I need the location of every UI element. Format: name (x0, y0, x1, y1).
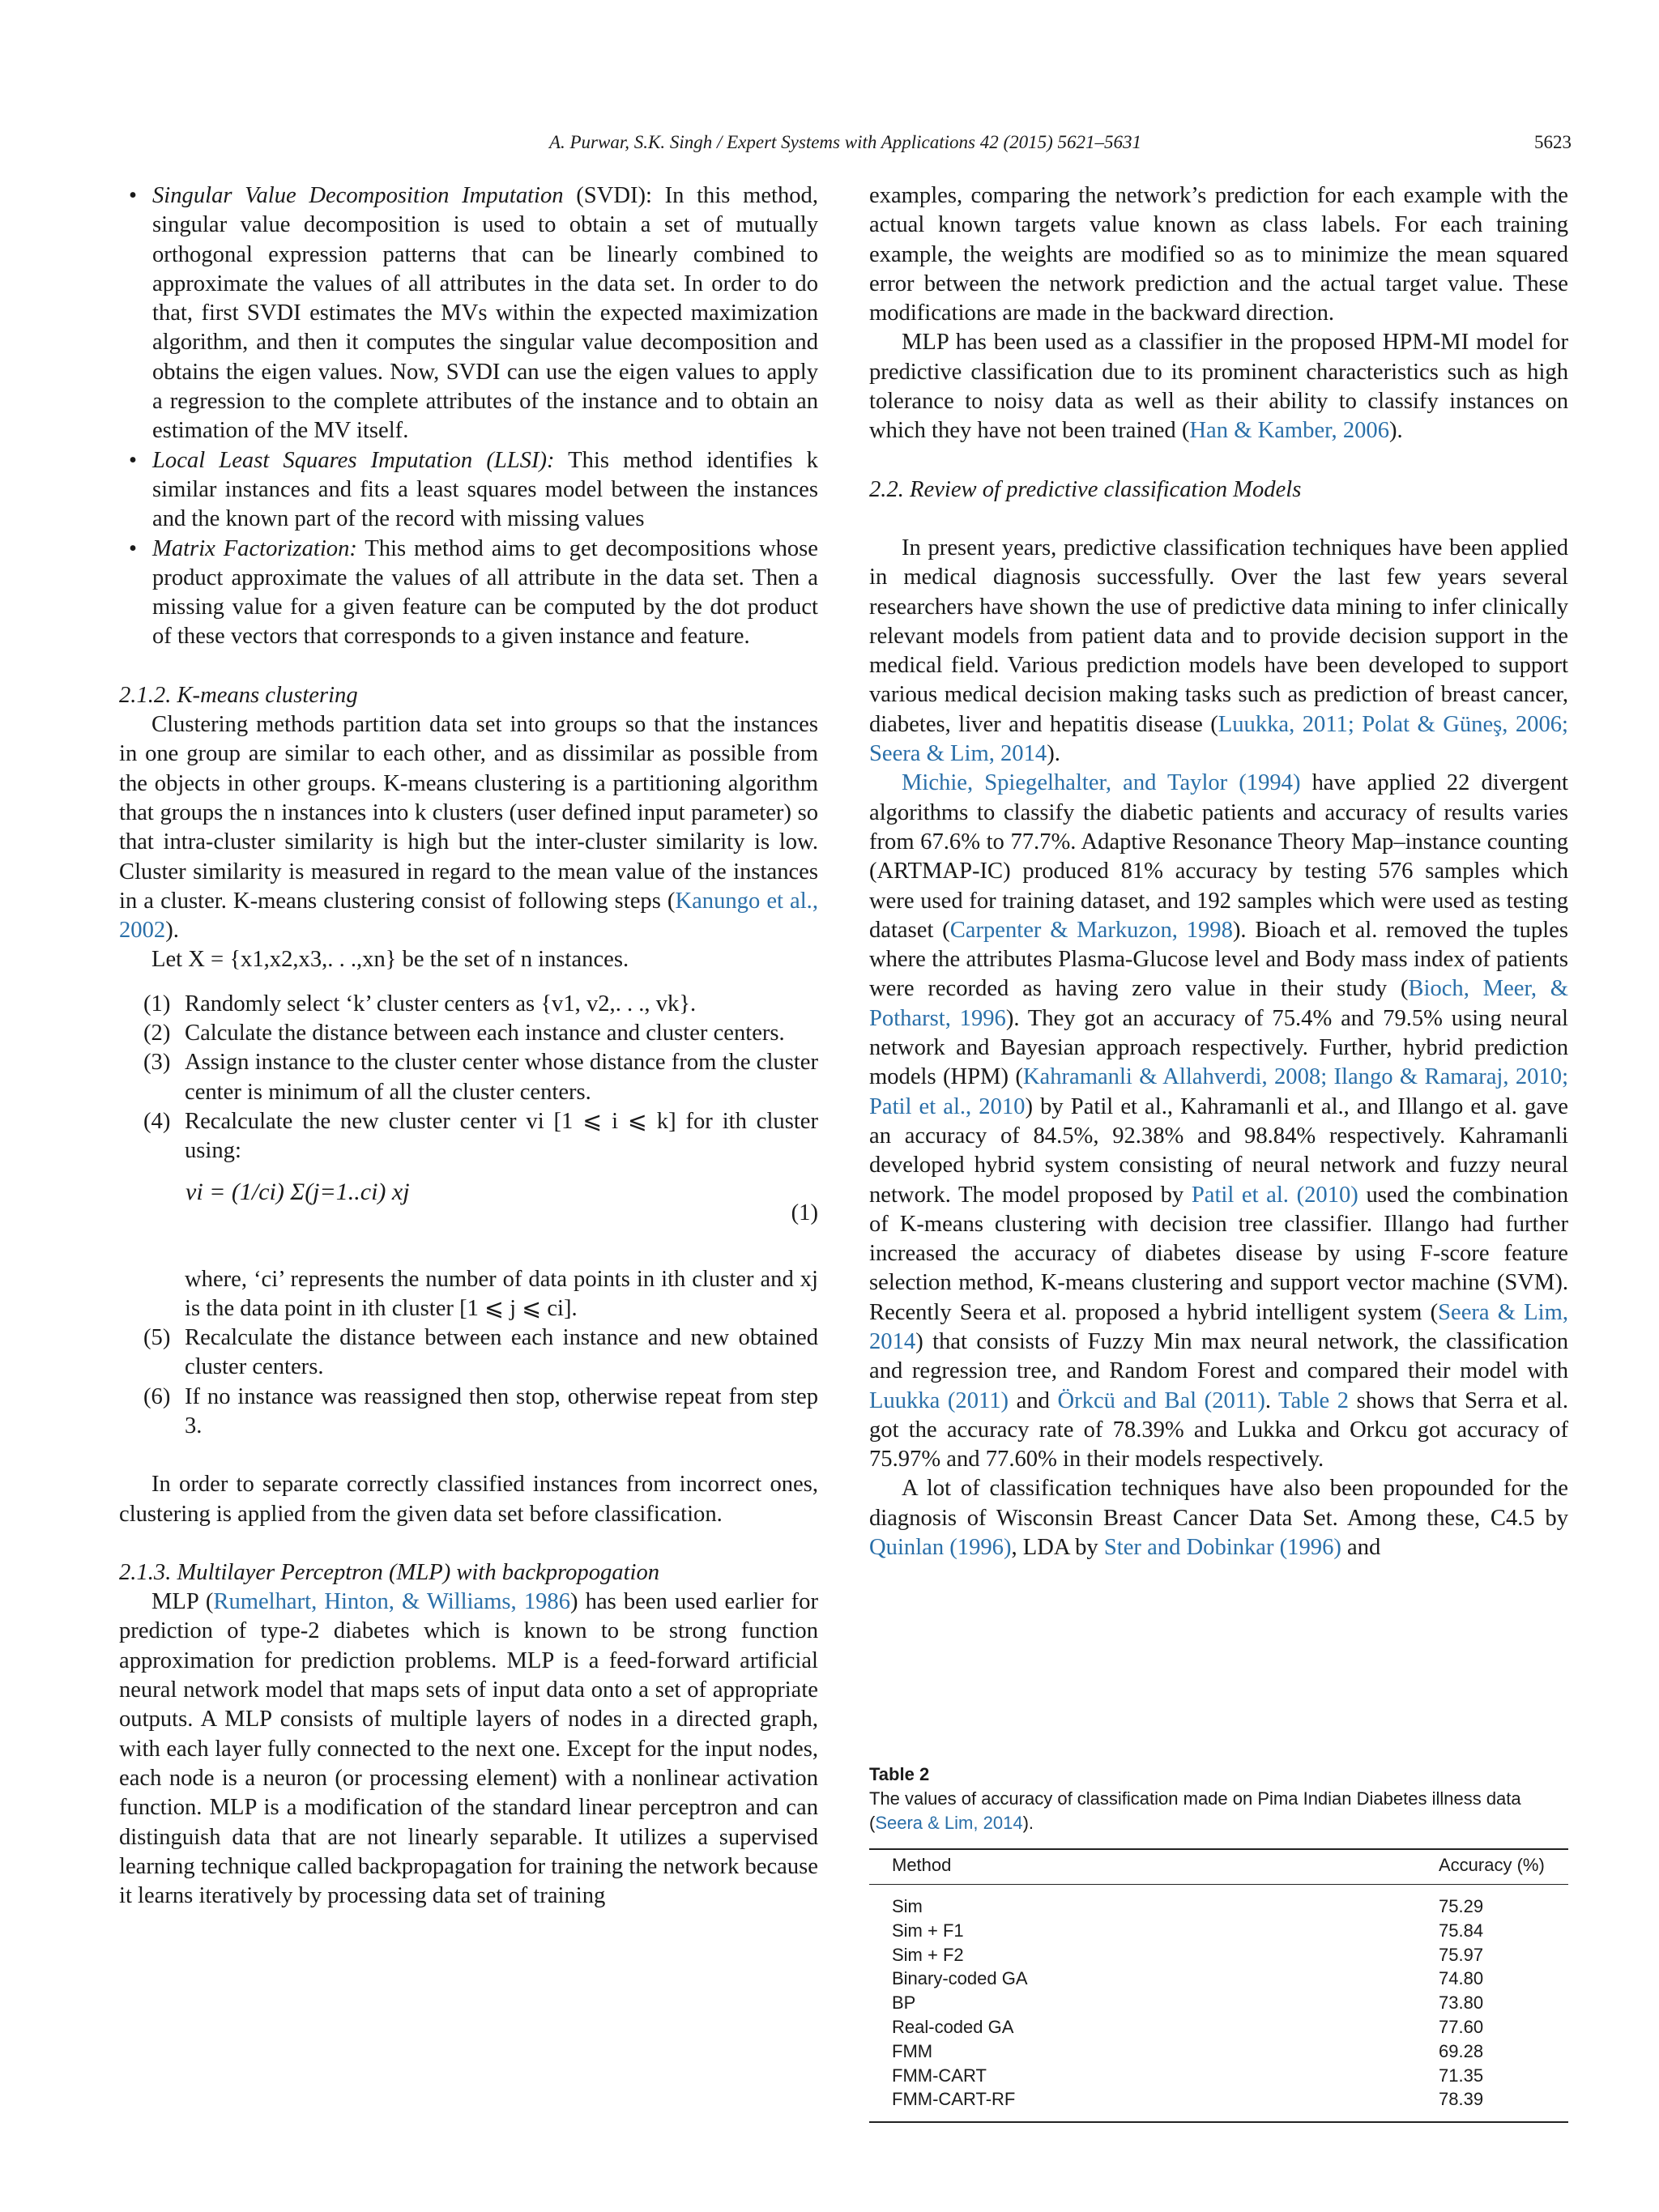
equation-formula: vi = (1/ci) Σ(j=1..ci) xj (186, 1178, 410, 1205)
bullet-term: Local Least Squares Imputation (152, 447, 473, 473)
table-body (869, 1885, 1568, 2123)
where-text: where, ‘ci’ represents the number of data points in ith cluster and xj is the data point in ith cluster [1 ⩽ j ⩽ ci]. (185, 1266, 818, 1321)
table-2 (869, 1762, 1568, 2123)
step-item (119, 990, 818, 1019)
table-reference-link[interactable]: Table 2 (1278, 1387, 1350, 1413)
citation-link[interactable]: Bioch, Meer, & Potharst, 1996 (869, 976, 1568, 1031)
paragraph-text: In present years, predictive classification techniques have been applied in medical diagnosis successfully. Over the last few years several researchers have shown the use of predictive data mining to infer clinically relevant models from patient data and to provide decision support in the medical field. Various prediction models have been developed to support various medical decision making tasks such as prediction of breast cancer, diabetes, liver and hepatitis disease ( (869, 535, 1568, 737)
column-header-method: Method (869, 1849, 1439, 1885)
citation-link[interactable]: Han & Kamber, 2006 (1189, 418, 1390, 444)
citation-link[interactable]: Seera & Lim, 2014 (875, 1813, 1023, 1833)
step-number: (3) (143, 1050, 171, 1076)
list-item-matrix-factorization (119, 535, 818, 652)
step-text: Recalculate the distance between each instance and new obtained cluster centers. (185, 1325, 818, 1380)
paragraph-text: . (1265, 1387, 1279, 1413)
step-item (119, 1323, 818, 1383)
list-item-llsi (119, 446, 818, 535)
citation-link[interactable]: Kahramanli & Allahverdi, 2008; Ilango & Ramaraj, 2010; Patil et al., 2010 (869, 1064, 1569, 1119)
paragraph-text: and (1009, 1387, 1058, 1413)
kmeans-steps-continued (119, 1265, 818, 1442)
kmeans-steps (119, 990, 818, 1166)
list-item-svdi (119, 181, 818, 446)
accuracy-cell: 69.28 (1439, 2040, 1484, 2061)
method-cell: Real-coded GA (892, 2016, 1014, 2037)
method-cell: FMM-CART (892, 2065, 987, 2086)
paragraph-mlp-classifier (869, 328, 1568, 445)
bullet-text: : In this method, singular value decomposition is used to obtain a set of mutually orthogonal expression patterns that can be linearly combined to approximate the values of all attributes in the data set. In order to do that, first SVDI estimates the MVs within the expected maximization algorithm, and then it computes the singular value decomposition and obtains the eigen values. Now, SVDI can use the eigen values to apply a regression to the complete attributes of the instance and to obtain an estimation of the MV itself. (152, 183, 818, 444)
paragraph-text: Clustering methods partition data set into groups so that the instances in one group are similar to each other, and as dissimilar as possible from the objects in other groups. K-means clustering is a partitioning algorithm that groups the n instances into k clusters (user defined input parameter) so that intra-cluster similarity is high but the inter-cluster similarity is low. Cluster similarity is measured in regard to the mean value of the instances in a cluster. K-means clustering consist of following steps ( (119, 712, 818, 914)
accuracy-cell: 73.80 (1439, 1993, 1484, 2014)
paragraph-text: ) that consists of Fuzzy Min max neural network, the classification and regression tree, and Random Forest and compared their model with (869, 1328, 1568, 1384)
paragraph-text: ). Bioach et al. removed the tuples where the attributes Plasma-Glucose level and Body mass index of patients were recorded as having zero value in their study ( (869, 917, 1568, 1002)
step-item (119, 1383, 818, 1442)
imputation-method-list (119, 181, 818, 652)
paragraph-review-intro (869, 534, 1568, 769)
step-text: Randomly select ‘k’ cluster centers as {v1, v2,. . ., vk}. (185, 991, 697, 1016)
bullet-text: This method identifies k similar instances and fits a least squares model between the instances and the known part of the record with missing values (152, 447, 818, 532)
paragraph-text: ). They got an accuracy of 75.4% and 79.5% using neural network and Bayesian approach respectively. Further, hybrid prediction models (HPM) ( (869, 1005, 1568, 1090)
accuracy-cell: 75.97 (1439, 1944, 1484, 1965)
paragraph-text: ). (1047, 741, 1060, 767)
method-cell: Sim (892, 1896, 923, 1916)
section-heading-mlp: 2.1.3. Multilayer Perceptron (MLP) with backpropogation (119, 1559, 660, 1585)
journal-citation: A. Purwar, S.K. Singh / Expert Systems with Applications 42 (2015) 5621–5631 (548, 132, 1142, 152)
paragraph-mlp-continued: examples, comparing the network’s prediction for each example with the actual known targets value known as class labels. For each training example, the weights are modified so as to minimize the mean squared error between the network prediction and the actual target value. These modifications are made in the backward direction. (869, 183, 1568, 326)
paragraph-text: ) has been used earlier for prediction of type-2 diabetes which is known to be strong function approximation for prediction problems. MLP is a feed-forward artificial neural network model that maps sets of input data onto a set of appropriate outputs. A MLP consists of multiple layers of nodes in a directed graph, with each layer fully connected to the next one. Except for the input nodes, each node is a neuron (or processing element) with a nonlinear activation function. MLP is a modification of the standard linear perceptron and can distinguish data that are not linearly separable. It utilizes a supervised learning technique called backpropagation for training the network because it learns iteratively by processing data set of training (119, 1589, 818, 1909)
paragraph-text: shows that Serra et al. got the accuracy rate of 78.39% and Lukka and Orkcu got accuracy of 75.97% and 77.60% in their models respectively. (869, 1387, 1568, 1473)
bullet-abbr: (SVDI) (576, 183, 646, 208)
citation-link[interactable]: Patil et al. (2010) (1191, 1182, 1358, 1208)
step-item (119, 1048, 818, 1107)
step-number: (5) (143, 1325, 171, 1351)
paragraph-text: ) by Patil et al., Kahramanli et al., and Illango et al. gave an accuracy of 84.5%, 92.38% and 98.84% respectively. Kahramanli developed hybrid system consisting of neural network and fuzzy neural network. The model proposed by (869, 1093, 1568, 1208)
accuracy-cell: 75.29 (1439, 1896, 1484, 1916)
method-cell: Binary-coded GA (892, 1968, 1028, 1989)
paragraph-text: , LDA by (1011, 1535, 1104, 1561)
accuracy-cell: 74.80 (1439, 1968, 1484, 1989)
paragraph-clustering-closing: In order to separate correctly classified instances from incorrect ones, clustering is applied from the given data set before classification. (119, 1472, 818, 1527)
step-text: If no instance was reassigned then stop, otherwise repeat from step 3. (185, 1383, 818, 1438)
method-cell: Sim + F1 (892, 1920, 964, 1941)
table-row (869, 1967, 1568, 1991)
paragraph-review-breast-cancer (869, 1474, 1568, 1562)
section-heading-kmeans: 2.1.2. K-means clustering (119, 682, 358, 708)
accuracy-cell: 77.60 (1439, 2016, 1484, 2037)
section-heading-review: 2.2. Review of predictive classification Models (869, 476, 1302, 502)
citation-link[interactable]: Rumelhart, Hinton, & Williams, 1986 (213, 1589, 571, 1615)
accuracy-table (869, 1848, 1568, 2123)
table-row (869, 1943, 1568, 1967)
caption-text: The values of accuracy of classification made on Pima Indian Diabetes illness data ( (869, 1788, 1521, 1833)
method-cell: FMM-CART-RF (869, 2087, 1439, 2122)
bullet-term: Matrix Factorization: (152, 535, 357, 561)
step-item (119, 1107, 818, 1166)
left-column (119, 181, 818, 1911)
step-number: (6) (143, 1383, 171, 1409)
table-title: Table 2 (869, 1764, 930, 1784)
citation-link[interactable]: Luukka (2011) (869, 1387, 1009, 1413)
step-text: Assign instance to the cluster center whose distance from the cluster center is minimum of all the cluster centers. (185, 1050, 818, 1105)
step-item (119, 1019, 818, 1048)
citation-link[interactable]: Ster and Dobinkar (1996) (1103, 1535, 1341, 1561)
paragraph-text: ). (1389, 418, 1403, 444)
citation-link[interactable]: Michie, Spiegelhalter, and Taylor (1994) (902, 770, 1301, 796)
step-text: Recalculate the new cluster center vi [1 ⩽ i ⩽ k] for ith cluster using: (185, 1108, 818, 1164)
bullet-text: This method aims to get decompositions whose product approximate the values of all attribute in the data set. Then a missing value for a given feature can be computed by the dot product of these vectors that corresponds to a given instance and feature. (152, 535, 819, 650)
paragraph-text: ). (165, 918, 179, 944)
paragraph-review-diabetes (869, 769, 1568, 1474)
citation-link[interactable]: Luukka, 2011; Polat & Güneş, 2006; Seera & Lim, 2014 (869, 711, 1568, 767)
table-row (869, 1991, 1568, 2015)
where-note (119, 1265, 818, 1324)
running-header (119, 126, 1572, 159)
step-number: (4) (143, 1108, 171, 1134)
column-header-accuracy: Accuracy (%) (1439, 1849, 1568, 1885)
table-row (869, 1919, 1568, 1943)
bullet-abbr: (LLSI): (486, 447, 555, 473)
equation-number: (1) (791, 1200, 818, 1225)
paragraph-text: MLP has been used as a classifier in the proposed HPM-MI model for predictive classification due to its prominent characteristics such as high tolerance to noisy data as well as their ability to classify instances on which they have not been trained ( (869, 330, 1568, 444)
accuracy-cell: 71.35 (1439, 2065, 1484, 2086)
citation-link[interactable]: Örkcü and Bal (2011) (1057, 1387, 1265, 1413)
table-caption (869, 1787, 1568, 1835)
table-row (869, 2064, 1568, 2088)
let-line: Let X = {x1,x2,x3,. . .,xn} be the set of n instances. (151, 947, 629, 973)
paragraph-text: and (1341, 1535, 1381, 1561)
accuracy-cell: 78.39 (1439, 2087, 1568, 2122)
table-row (869, 1885, 1568, 1919)
caption-text: ). (1022, 1813, 1034, 1833)
table-row (869, 2039, 1568, 2064)
paragraph-mlp (119, 1588, 818, 1911)
step-number: (2) (143, 1021, 171, 1046)
right-column (869, 181, 1568, 1562)
page-number: 5623 (1534, 132, 1572, 152)
bullet-term: Singular Value Decomposition Imputation (152, 183, 564, 208)
citation-link[interactable]: Seera & Lim, 2014 (869, 1299, 1568, 1354)
method-cell: FMM (892, 2040, 933, 2061)
table-row (869, 2087, 1568, 2122)
citation-link[interactable]: Quinlan (1996) (869, 1535, 1012, 1561)
paragraph-text: used the combination of K-means clustering with decision tree classifier. Illango had further increased the accuracy of diabetes disease by using F-score feature selection method, K-means clustering and support vector machine (SVM). Recently Seera et al. proposed a hybrid intelligent system ( (869, 1182, 1569, 1325)
table-row (869, 2015, 1568, 2039)
paragraph-kmeans (119, 710, 818, 945)
step-number: (1) (143, 991, 171, 1016)
table-header-row (869, 1849, 1568, 1885)
paragraph-text: MLP ( (151, 1589, 214, 1615)
paragraph-text: have applied 22 divergent algorithms to classify the diabetic patients and accuracy of results varies from 67.6% to 77.7%. Adaptive Resonance Theory Map–instance counting (ARTMAP-IC) produced 81% accuracy by testing 576 samples which were used for training dataset, and 192 samples which were used as testing dataset ( (869, 770, 1568, 943)
paragraph-text: A lot of classification techniques have also been propounded for the diagnosis of Wisconsin Breast Cancer Data Set. Among these, C4.5 by (869, 1476, 1568, 1531)
method-cell: BP (892, 1993, 916, 2014)
citation-link[interactable]: Kanungo et al., 2002 (119, 888, 818, 944)
accuracy-cell: 75.84 (1439, 1920, 1484, 1941)
equation-1 (119, 1171, 818, 1260)
method-cell: Sim + F2 (892, 1944, 964, 1965)
step-text: Calculate the distance between each instance and cluster centers. (185, 1021, 785, 1046)
citation-link[interactable]: Carpenter & Markuzon, 1998 (949, 917, 1233, 943)
